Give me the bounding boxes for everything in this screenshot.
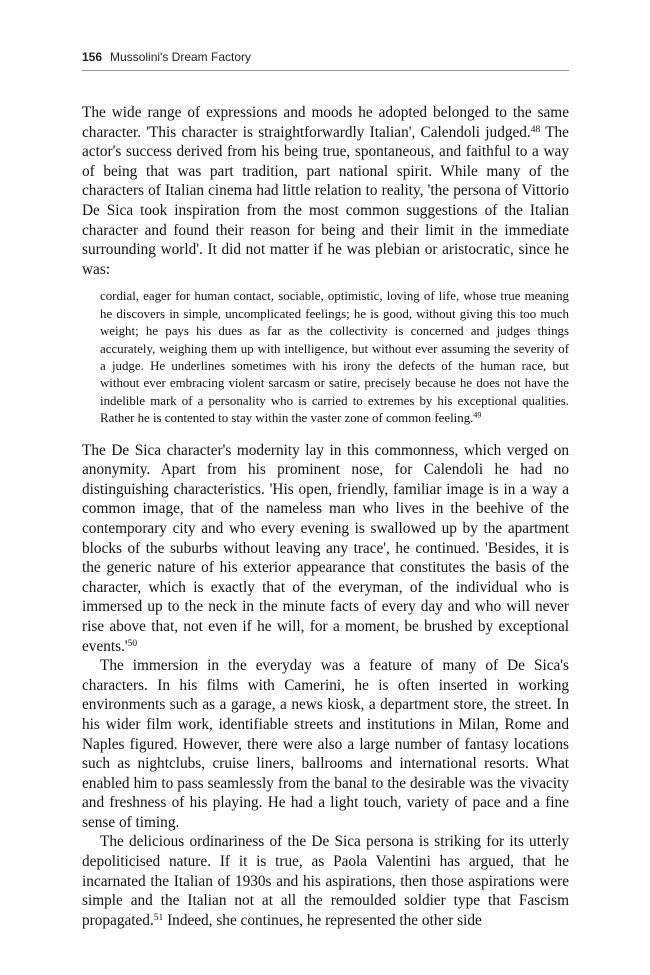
page-body xyxy=(82,103,569,930)
footnote-marker: 51 xyxy=(153,912,164,923)
running-head xyxy=(82,50,569,64)
footnote-marker: 49 xyxy=(473,410,482,420)
paragraph-text: The wide range of expressions and moods he adopted belonged to the same character. 'This character is straightforwardly Italian', Calendoli judged. xyxy=(82,104,569,141)
footnote-marker: 48 xyxy=(530,124,541,135)
header-rule xyxy=(82,70,569,71)
paragraph xyxy=(82,103,569,279)
paragraph-text: The delicious ordinariness of the De Sica persona is striking for its utterly depoliticised nature. If it is true, as Paola Valentini has argued, that he incarnated the Italian of 1930s and his aspirations, then those aspirations were simple and the Italian not at all the remoulded soldier type that Fascism propagated. xyxy=(82,833,569,929)
paragraph-text: The immersion in the everyday was a feature of many of De Sica's characters. In his films with Camerini, he is often inserted in working environments such as a garage, a news kiosk, a department store, the street. In his wider film work, identifiable streets and institutions in Milan, Rome and Naples figured. However, there were also a large number of fantasy locations such as nightclubs, cruise liners, ballrooms and international resorts. What enabled him to pass seamlessly from the banal to the desirable was the vivacity and freshness of his playing. He had a light touch, variety of pace and a fine sense of timing. xyxy=(82,657,569,831)
block-quote-text: cordial, eager for human contact, sociable, optimistic, loving of life, whose true meaning he discovers in simple, uncomplicated feelings; he is good, without giving this too much weight; he pays his dues as far as the collectivity is concerned and judges things accurately, weighing them up with intelligence, but without ever assuming the severity of a judge. He underlines sometimes with his irony the defects of the human race, but without ever embracing violent sarcasm or satire, precisely because he does not have the indelible mark of a personality who is carried to extremes by his exceptional qualities. Rather he is contented to stay within the vaster zone of common feeling. xyxy=(100,289,569,426)
paragraph xyxy=(82,441,569,657)
paragraph-text: The actor's success derived from his being true, spontaneous, and faithful to a way of being that was part tradition, part national spirit. While many of the characters of Italian cinema had little relation to reality, 'the persona of Vittorio De Sica took inspiration from the most common suggestions of the Italian character and found their reason for being and their limit in the immediate surrounding world'. It did not matter if he was plebian or aristocratic, since he was: xyxy=(82,123,569,278)
paragraph-text: The De Sica character's modernity lay in this commonness, which verged on anonymity. Apart from his prominent nose, for Calendoli he had no distinguishing characteristics. 'His open, friendly, familiar image is in a way a common image, that of the nameless man who lives in the beehive of the contemporary city and who every evening is swallowed up by the apartment blocks of the suburbs without leaving any trace', he continued. 'Besides, it is the generic nature of his exterior appearance that constitutes the basis of the character, which is exactly that of the everyman, of the individual who is immersed up to the neck in the minute facts of every day and who will never rise above that, not even if he will, for a moment, be brushed by exceptional events.' xyxy=(82,441,569,655)
paragraph xyxy=(82,832,569,930)
paragraph-text: Indeed, she continues, he represented the other side xyxy=(163,911,482,929)
footnote-marker: 50 xyxy=(127,638,138,649)
paragraph xyxy=(82,656,569,832)
page-number: 156 xyxy=(82,50,103,64)
book-title: Mussolini's Dream Factory xyxy=(110,50,252,64)
block-quote xyxy=(100,288,569,427)
